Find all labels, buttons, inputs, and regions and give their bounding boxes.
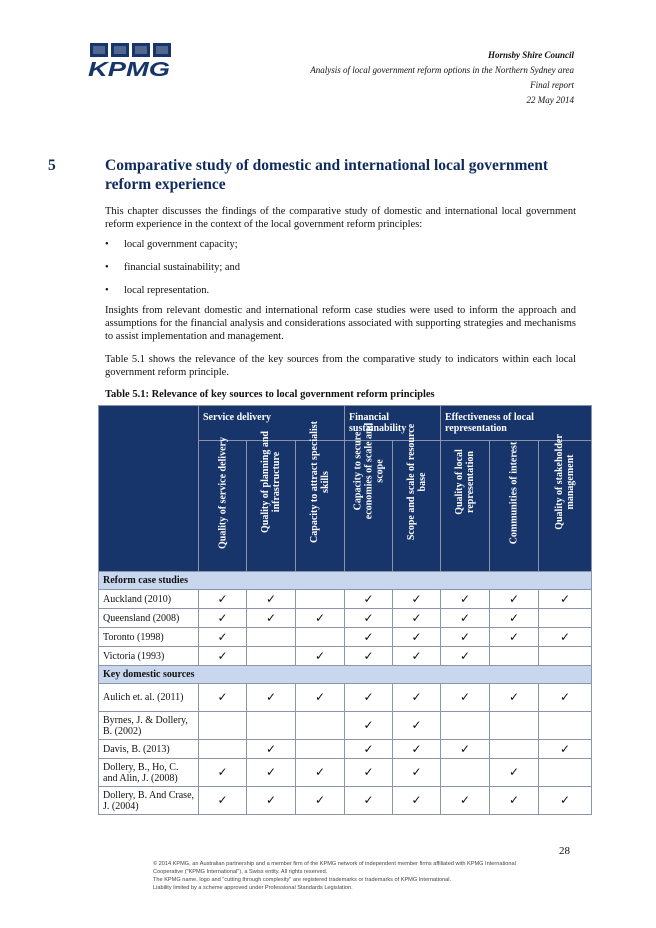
- group-header: Financial sustainability: [345, 406, 441, 441]
- row-label: Davis, B. (2013): [99, 740, 199, 759]
- footer-trademark: The KPMG name, logo and "cutting through complexity" are registered trademarks or trademarks of KPMG International.: [153, 877, 452, 883]
- table-intro-paragraph: Table 5.1 shows the relevance of the key sources from the comparative study to indicators within each local government reform principle.: [105, 354, 576, 378]
- empty-cell: [539, 759, 592, 787]
- check-mark: ✓: [345, 628, 393, 647]
- check-mark: ✓: [393, 759, 441, 787]
- check-mark: ✓: [393, 684, 441, 712]
- group-header: Service delivery: [199, 406, 345, 441]
- column-header-label: Quality of local representation: [454, 449, 477, 515]
- empty-cell: [199, 712, 247, 740]
- section-title: Comparative study of domestic and international local government reform experience: [105, 157, 549, 193]
- empty-cell: [441, 712, 490, 740]
- logo-text: KPMG: [88, 59, 170, 79]
- check-mark: ✓: [490, 609, 539, 628]
- check-mark: ✓: [247, 590, 296, 609]
- check-mark: ✓: [199, 684, 247, 712]
- check-mark: ✓: [345, 740, 393, 759]
- empty-cell: [539, 609, 592, 628]
- check-mark: ✓: [490, 590, 539, 609]
- check-mark: ✓: [345, 759, 393, 787]
- empty-cell: [199, 740, 247, 759]
- row-label: Toronto (1998): [99, 628, 199, 647]
- row-label: Byrnes, J. & Dollery, B. (2002): [99, 712, 199, 740]
- empty-cell: [296, 740, 345, 759]
- check-mark: ✓: [539, 684, 592, 712]
- empty-cell: [539, 712, 592, 740]
- check-mark: ✓: [247, 684, 296, 712]
- check-mark: ✓: [345, 590, 393, 609]
- empty-cell: [247, 628, 296, 647]
- check-mark: ✓: [296, 684, 345, 712]
- column-header: [490, 441, 539, 572]
- section-number: 5: [48, 157, 56, 174]
- relevance-table: [98, 405, 592, 815]
- check-mark: ✓: [247, 609, 296, 628]
- empty-cell: [490, 647, 539, 666]
- check-mark: ✓: [345, 712, 393, 740]
- footer-liability: Liability limited by a scheme approved under Professional Standards Legislation.: [153, 885, 353, 891]
- check-mark: ✓: [296, 759, 345, 787]
- table-row: [99, 628, 592, 647]
- check-mark: ✓: [345, 684, 393, 712]
- row-label: Victoria (1993): [99, 647, 199, 666]
- table-row: [99, 609, 592, 628]
- check-mark: ✓: [345, 647, 393, 666]
- kpmg-logo: [88, 43, 172, 79]
- empty-cell: [490, 712, 539, 740]
- check-mark: ✓: [490, 684, 539, 712]
- empty-cell: [296, 590, 345, 609]
- column-header: [345, 422, 393, 572]
- group-header: Effectiveness of local representation: [441, 406, 592, 441]
- column-header-label: Quality of planning and infrastructure: [260, 431, 282, 533]
- check-mark: ✓: [539, 787, 592, 815]
- header-subtitle: Analysis of local government reform options in the Northern Sydney area: [310, 65, 574, 75]
- header-council: Hornsby Shire Council: [487, 50, 574, 60]
- principles-list: [105, 238, 575, 307]
- check-mark: ✓: [393, 787, 441, 815]
- column-header: [199, 437, 247, 572]
- table-row: [99, 590, 592, 609]
- list-item: • local government capacity;: [105, 238, 575, 261]
- check-mark: ✓: [539, 628, 592, 647]
- table-row: [99, 647, 592, 666]
- check-mark: ✓: [393, 628, 441, 647]
- list-item: • local representation.: [105, 284, 575, 307]
- header-report: Final report: [530, 80, 574, 90]
- check-mark: ✓: [345, 787, 393, 815]
- check-mark: ✓: [199, 609, 247, 628]
- column-header-label: Communities of interest: [508, 441, 520, 545]
- check-mark: ✓: [490, 787, 539, 815]
- footer-copyright: © 2014 KPMG, an Australian partnership and a member firm of the KPMG network of independent member firms affiliated with KPMG International Cooperative ("KPMG International"), a Swiss entity. All rights reserved.: [153, 861, 516, 875]
- check-mark: ✓: [199, 590, 247, 609]
- section-row-title: Reform case studies: [99, 572, 592, 590]
- check-mark: ✓: [441, 647, 490, 666]
- page-footer: [153, 860, 543, 892]
- check-mark: ✓: [393, 712, 441, 740]
- insights-paragraph: Insights from relevant domestic and international reform case studies were used to inform the approach and assumptions for the financial analysis and considerations associated with supporting strategies and mechanisms to assist implementation and management.: [105, 305, 576, 342]
- column-header-label: Quality of stakeholder management: [554, 434, 577, 530]
- empty-cell: [296, 712, 345, 740]
- column-header-label: Quality of service delivery: [217, 437, 228, 549]
- check-mark: ✓: [393, 740, 441, 759]
- column-header: [441, 441, 490, 572]
- column-header-label: Scope and scale of resource base: [405, 423, 428, 541]
- check-mark: ✓: [490, 759, 539, 787]
- row-label: Auckland (2010): [99, 590, 199, 609]
- section-row-title: Key domestic sources: [99, 666, 592, 684]
- check-mark: ✓: [199, 647, 247, 666]
- header-date: 22 May 2014: [526, 95, 574, 105]
- check-mark: ✓: [296, 609, 345, 628]
- check-mark: ✓: [539, 590, 592, 609]
- check-mark: ✓: [441, 684, 490, 712]
- check-mark: ✓: [393, 590, 441, 609]
- column-header-label: Capacity to secure economies of scale and scope: [352, 422, 386, 520]
- check-mark: ✓: [441, 740, 490, 759]
- row-label: Dollery, B., Ho, C. and Alin, J. (2008): [99, 759, 199, 787]
- check-mark: ✓: [296, 787, 345, 815]
- check-mark: ✓: [441, 609, 490, 628]
- empty-cell: [247, 647, 296, 666]
- empty-cell: [247, 712, 296, 740]
- check-mark: ✓: [393, 647, 441, 666]
- check-mark: ✓: [539, 740, 592, 759]
- table-row: [99, 684, 592, 712]
- column-header: [296, 421, 345, 572]
- row-label: Dollery, B. And Crase, J. (2004): [99, 787, 199, 815]
- empty-cell: [539, 647, 592, 666]
- check-mark: ✓: [441, 787, 490, 815]
- column-header: [539, 434, 592, 572]
- check-mark: ✓: [393, 609, 441, 628]
- column-header: [247, 431, 296, 572]
- page-number: 28: [559, 845, 570, 857]
- column-header-label: Capacity to attract specialist skills: [309, 421, 331, 543]
- table-corner: [99, 406, 199, 572]
- check-mark: ✓: [441, 590, 490, 609]
- empty-cell: [490, 740, 539, 759]
- column-header: [393, 423, 441, 572]
- page-header: [310, 48, 574, 108]
- check-mark: ✓: [247, 740, 296, 759]
- check-mark: ✓: [345, 609, 393, 628]
- table-caption: Table 5.1: Relevance of key sources to local government reform principles: [105, 389, 435, 400]
- empty-cell: [296, 628, 345, 647]
- table-row: [99, 787, 592, 815]
- intro-paragraph: This chapter discusses the findings of the comparative study of domestic and international local government reform experience in the context of the local government reform principles:: [105, 206, 576, 230]
- empty-cell: [441, 759, 490, 787]
- check-mark: ✓: [247, 787, 296, 815]
- table-row: [99, 740, 592, 759]
- check-mark: ✓: [199, 787, 247, 815]
- check-mark: ✓: [296, 647, 345, 666]
- row-label: Queensland (2008): [99, 609, 199, 628]
- table-row: [99, 759, 592, 787]
- check-mark: ✓: [247, 759, 296, 787]
- list-item: • financial sustainability; and: [105, 261, 575, 284]
- check-mark: ✓: [199, 628, 247, 647]
- row-label: Aulich et. al. (2011): [99, 684, 199, 712]
- check-mark: ✓: [490, 628, 539, 647]
- check-mark: ✓: [199, 759, 247, 787]
- table-row: [99, 712, 592, 740]
- check-mark: ✓: [441, 628, 490, 647]
